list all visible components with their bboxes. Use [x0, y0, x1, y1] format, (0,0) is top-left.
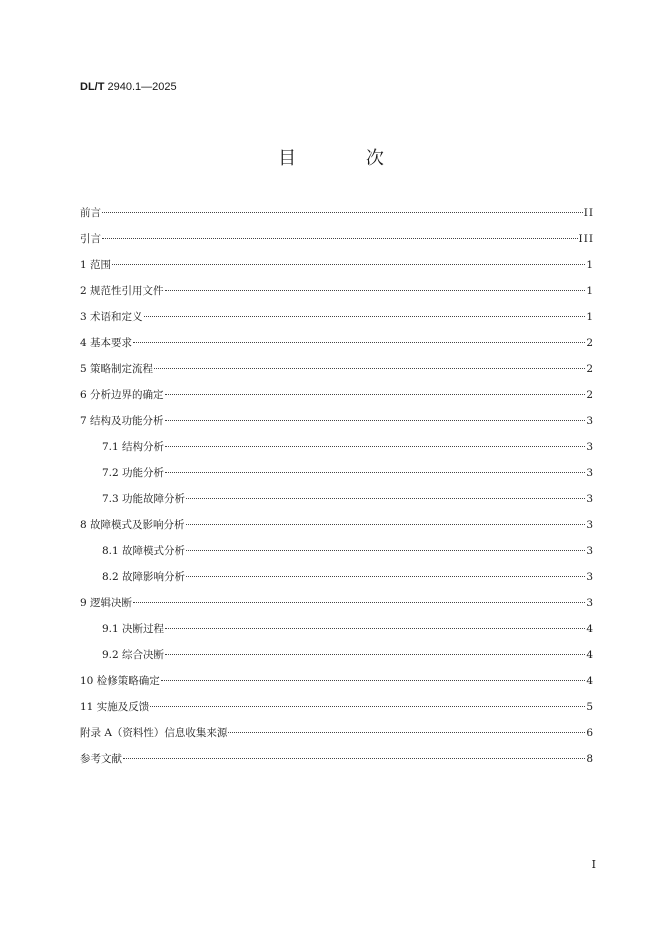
toc-entry-label: 7.1 结构分析 — [102, 441, 165, 453]
toc-entry-page: 3 — [586, 545, 594, 557]
toc-dot-leader — [144, 316, 586, 317]
toc-entry-label: 8.1 故障模式分析 — [102, 545, 186, 557]
toc-entry[interactable] — [80, 284, 594, 310]
toc-entry-label: 7.2 功能分析 — [102, 467, 165, 479]
toc-title: 目 次 — [278, 148, 416, 169]
toc-dot-leader — [154, 368, 585, 369]
toc-entry[interactable] — [80, 466, 594, 492]
toc-entry-page: 4 — [586, 675, 594, 687]
toc-entry-page: 3 — [586, 467, 594, 479]
toc-entry-page: 8 — [586, 753, 594, 765]
toc-entry[interactable] — [80, 622, 594, 648]
toc-entry[interactable] — [80, 206, 594, 232]
toc-dot-leader — [228, 732, 585, 733]
toc-entry-label: 3 术语和定义 — [80, 311, 143, 323]
toc-dot-leader — [102, 238, 578, 239]
toc-dot-leader — [102, 212, 583, 213]
toc-entry-page: 2 — [586, 389, 594, 401]
toc-entry[interactable] — [80, 700, 594, 726]
toc-dot-leader — [186, 550, 585, 551]
toc-entry[interactable] — [80, 258, 594, 284]
toc-entry[interactable] — [80, 492, 594, 518]
toc-dot-leader — [165, 394, 586, 395]
toc-dot-leader — [165, 290, 586, 291]
toc-dot-leader — [112, 264, 585, 265]
toc-dot-leader — [165, 446, 585, 447]
toc-entry-page: 3 — [586, 415, 594, 427]
toc-entry-page: III — [578, 233, 594, 245]
toc-entry-page: 5 — [586, 701, 594, 713]
toc-entry-page: 3 — [586, 441, 594, 453]
toc-dot-leader — [123, 758, 585, 759]
toc-entry-label: 2 规范性引用文件 — [80, 285, 164, 297]
toc-dot-leader — [161, 680, 586, 681]
toc-entry[interactable] — [80, 232, 594, 258]
toc-entry-label: 9.2 综合决断 — [102, 649, 165, 661]
toc-entry-label: 11 实施及反馈 — [80, 701, 150, 713]
document-code-number: 2940.1—2025 — [107, 81, 177, 93]
toc-entry[interactable] — [80, 336, 594, 362]
table-of-contents — [80, 206, 594, 778]
toc-entry-label: 8.2 故障影响分析 — [102, 571, 186, 583]
toc-entry[interactable] — [80, 752, 594, 778]
document-code-prefix: DL/T — [80, 81, 105, 93]
toc-dot-leader — [186, 576, 585, 577]
toc-entry-label: 附录 A（资料性）信息收集来源 — [80, 727, 228, 739]
toc-entry[interactable] — [80, 596, 594, 622]
document-code — [80, 80, 177, 94]
toc-entry-page: 1 — [586, 311, 594, 323]
toc-dot-leader — [165, 420, 586, 421]
toc-entry-page: 6 — [586, 727, 594, 739]
toc-dot-leader — [186, 524, 586, 525]
toc-entry[interactable] — [80, 544, 594, 570]
toc-dot-leader — [133, 602, 585, 603]
toc-entry-page: 2 — [586, 337, 594, 349]
toc-entry[interactable] — [80, 726, 594, 752]
toc-entry-page: 1 — [586, 259, 594, 271]
toc-entry[interactable] — [80, 648, 594, 674]
toc-entry-page: 3 — [586, 493, 594, 505]
toc-entry[interactable] — [80, 388, 594, 414]
toc-entry-page: 3 — [586, 519, 594, 531]
toc-entry-page: 2 — [586, 363, 594, 375]
toc-entry-label: 8 故障模式及影响分析 — [80, 519, 185, 531]
toc-entry-label: 4 基本要求 — [80, 337, 133, 349]
toc-entry-page: 1 — [586, 285, 594, 297]
toc-entry-page: 4 — [586, 649, 594, 661]
toc-entry-label: 7 结构及功能分析 — [80, 415, 164, 427]
toc-entry-page: II — [583, 207, 594, 219]
toc-dot-leader — [150, 706, 585, 707]
toc-entry-label: 引言 — [80, 233, 101, 245]
page-number: I — [591, 858, 596, 871]
toc-entry-label: 参考文献 — [80, 753, 122, 765]
toc-entry[interactable] — [80, 440, 594, 466]
toc-entry[interactable] — [80, 518, 594, 544]
toc-entry[interactable] — [80, 674, 594, 700]
toc-dot-leader — [165, 472, 585, 473]
toc-entry[interactable] — [80, 414, 594, 440]
toc-entry-label: 1 范围 — [80, 259, 112, 271]
toc-entry-label: 10 检修策略确定 — [80, 675, 160, 687]
toc-dot-leader — [133, 342, 585, 343]
toc-entry-label: 9 逻辑决断 — [80, 597, 133, 609]
toc-entry[interactable] — [80, 310, 594, 336]
toc-dot-leader — [165, 654, 585, 655]
toc-entry-label: 6 分析边界的确定 — [80, 389, 164, 401]
toc-entry[interactable] — [80, 570, 594, 596]
toc-entry-label: 9.1 决断过程 — [102, 623, 165, 635]
toc-entry-label: 5 策略制定流程 — [80, 363, 154, 375]
toc-entry-label: 7.3 功能故障分析 — [102, 493, 186, 505]
toc-entry-page: 4 — [586, 623, 594, 635]
toc-dot-leader — [165, 628, 585, 629]
toc-entry-label: 前言 — [80, 207, 101, 219]
toc-entry[interactable] — [80, 362, 594, 388]
toc-dot-leader — [186, 498, 585, 499]
toc-entry-page: 3 — [586, 597, 594, 609]
toc-entry-page: 3 — [586, 571, 594, 583]
